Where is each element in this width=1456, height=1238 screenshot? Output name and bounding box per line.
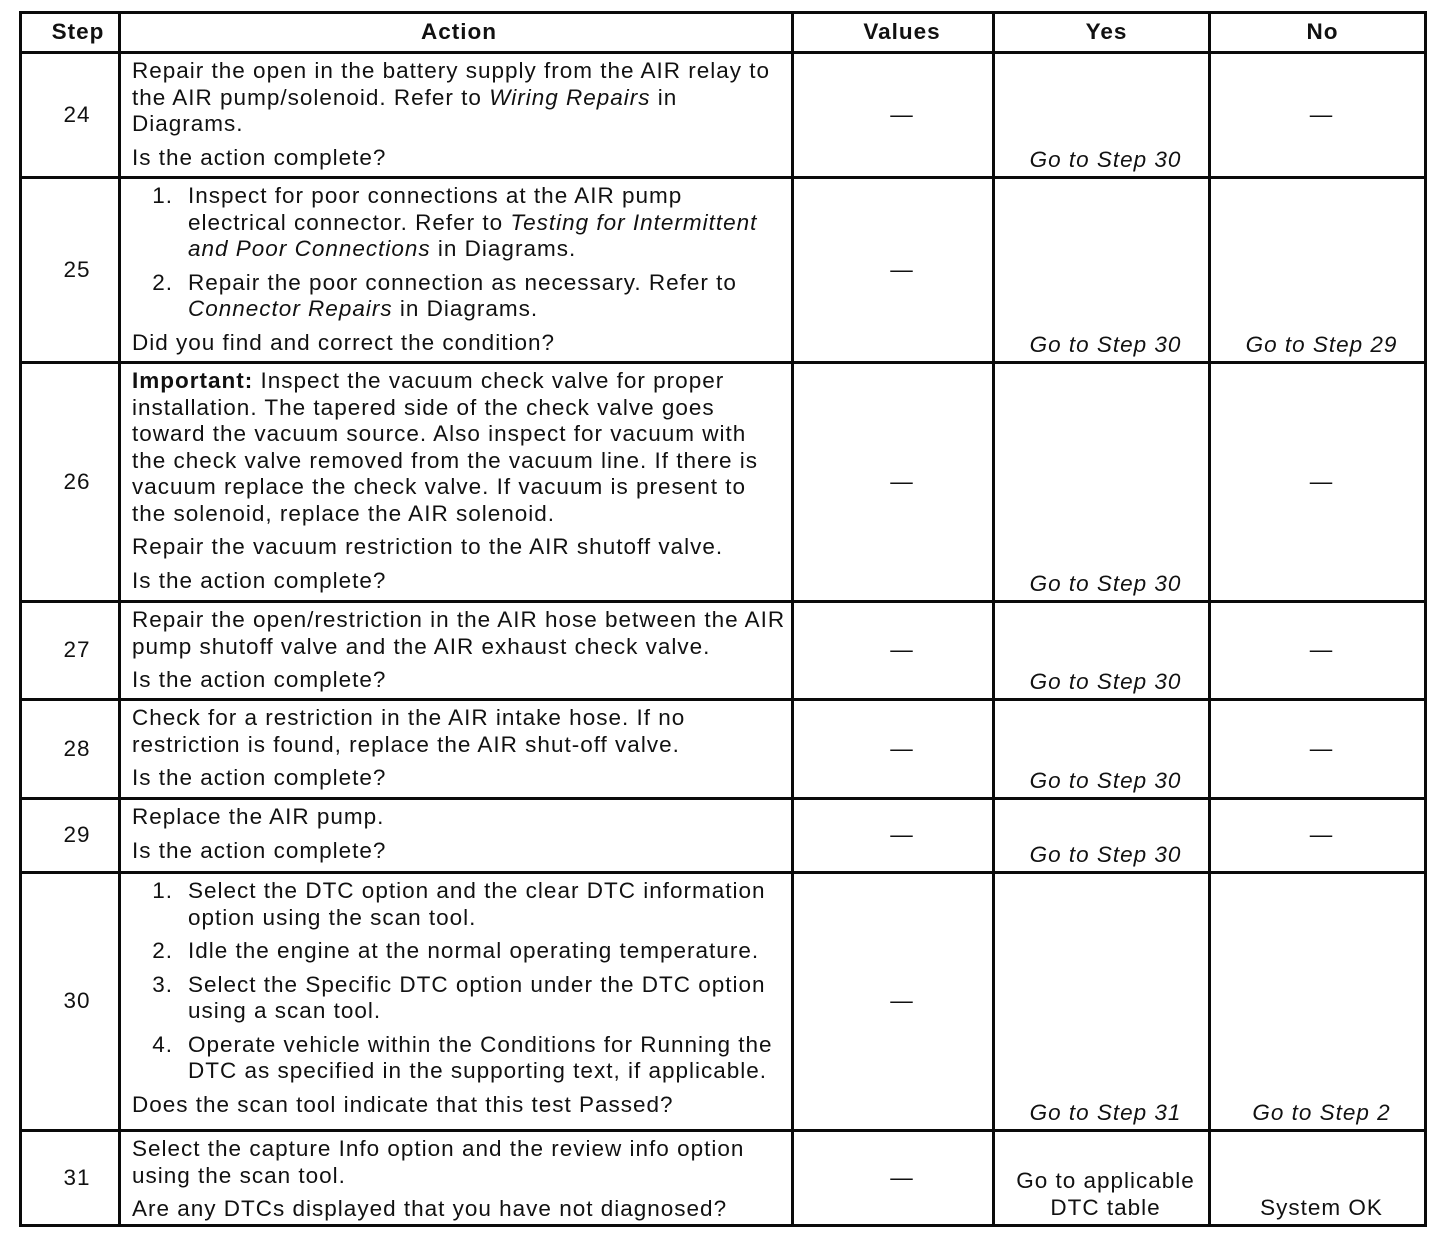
- no-result: Go to Step 2: [1252, 1099, 1391, 1125]
- action-cell: [121, 800, 791, 871]
- procedure-item: [132, 183, 786, 263]
- yes-result: Go to applicable DTC table: [1016, 1168, 1195, 1220]
- procedure-item-text: in Diagrams.: [430, 236, 577, 261]
- action-instruction: [132, 58, 786, 138]
- action-question: Did you find and correct the condition?: [132, 329, 555, 355]
- action-cell: [121, 701, 791, 797]
- manual-reference: Wiring Repairs: [489, 84, 651, 110]
- step-number: 24: [63, 101, 91, 127]
- values-dash: —: [890, 637, 914, 663]
- action-instruction: Replace the AIR pump.: [132, 804, 385, 829]
- yes-cell: [995, 701, 1208, 797]
- yes-cell: [995, 800, 1208, 871]
- action-question: Is the action complete?: [132, 765, 387, 790]
- procedure-item-number: 1.: [152, 183, 173, 208]
- procedure-item-text: in Diagrams.: [392, 296, 539, 321]
- no-result: —: [1309, 822, 1334, 848]
- no-cell: [1211, 603, 1424, 698]
- header-no: No: [1211, 14, 1424, 51]
- procedure-item: [132, 1032, 786, 1085]
- values-cell: [794, 54, 992, 176]
- diagnostic-table: [19, 11, 1427, 1227]
- action-cell: [121, 1132, 791, 1224]
- values-cell: [794, 603, 992, 698]
- no-result: —: [1309, 637, 1334, 663]
- yes-result: Go to Step 30: [1029, 668, 1182, 694]
- step-number: 26: [63, 468, 91, 494]
- yes-cell: [995, 603, 1208, 698]
- step-number: 25: [63, 256, 91, 282]
- action-cell: [121, 874, 791, 1129]
- yes-result: Go to Step 30: [1029, 146, 1182, 172]
- values-dash: —: [890, 822, 914, 848]
- procedure-item-text: Idle the engine at the normal operating temperature.: [188, 938, 760, 963]
- yes-result: Go to Step 30: [1029, 570, 1182, 596]
- values-cell: [794, 800, 992, 871]
- procedure-item-number: 1.: [152, 878, 173, 903]
- values-dash: —: [890, 468, 914, 494]
- header-action: Action: [121, 14, 791, 51]
- values-dash: —: [890, 1164, 914, 1190]
- values-cell: [794, 364, 992, 600]
- no-cell: [1211, 1132, 1424, 1224]
- values-cell: [794, 701, 992, 797]
- procedure-item-number: 2.: [152, 269, 173, 295]
- step-cell: [22, 603, 118, 698]
- step-number: 31: [63, 1164, 91, 1190]
- step-cell: [22, 1132, 118, 1224]
- no-cell: [1211, 179, 1424, 361]
- header-yes: Yes: [995, 14, 1208, 51]
- step-number: 29: [63, 822, 91, 848]
- action-question: Are any DTCs displayed that you have not diagnosed?: [132, 1196, 728, 1221]
- procedure-item-text: Operate vehicle within the Conditions for Running the DTC as specified in the supporting text, if applicable.: [188, 1031, 773, 1083]
- procedure-item: [132, 270, 786, 323]
- action-instruction: Repair the vacuum restriction to the AIR shutoff valve.: [132, 534, 724, 559]
- no-result: —: [1309, 101, 1334, 127]
- no-result: System OK: [1260, 1194, 1383, 1220]
- values-dash: —: [890, 735, 914, 761]
- no-cell: [1211, 874, 1424, 1129]
- procedure-item-text: Inspect for poor connections at the AIR pump electrical connector. Refer to: [188, 183, 683, 235]
- manual-reference: Connector Repairs: [188, 296, 393, 321]
- action-cell: [121, 364, 791, 600]
- instruction-text: in Diagrams.: [132, 84, 678, 136]
- yes-cell: [995, 1132, 1208, 1224]
- action-question: Is the action complete?: [132, 837, 387, 863]
- action-instruction: Select the capture Info option and the review info option using the scan tool.: [132, 1136, 745, 1188]
- values-dash: —: [890, 256, 914, 282]
- action-instruction: Check for a restriction in the AIR intake hose. If no restriction is found, replace the AIR shut-off valve.: [132, 705, 686, 757]
- values-dash: —: [890, 101, 914, 127]
- step-cell: [22, 179, 118, 361]
- procedure-item-number: 2.: [152, 938, 173, 963]
- step-cell: [22, 874, 118, 1129]
- important-note: [132, 368, 786, 527]
- procedure-item: [132, 878, 786, 931]
- yes-result: Go to Step 30: [1029, 331, 1182, 357]
- action-instruction: Repair the open/restriction in the AIR hose between the AIR pump shutoff valve and the AIR exhaust check valve.: [132, 607, 786, 659]
- step-number: 27: [63, 637, 91, 663]
- action-question: Does the scan tool indicate that this test Passed?: [132, 1091, 674, 1117]
- values-cell: [794, 874, 992, 1129]
- yes-result: Go to Step 31: [1029, 1099, 1182, 1125]
- no-cell: [1211, 54, 1424, 176]
- no-result: —: [1309, 735, 1334, 761]
- yes-cell: [995, 874, 1208, 1129]
- action-cell: [121, 179, 791, 361]
- procedure-item-text: Repair the poor connection as necessary. Refer to: [188, 269, 737, 295]
- no-result: —: [1309, 468, 1334, 494]
- step-number: 30: [63, 988, 91, 1014]
- step-cell: [22, 701, 118, 797]
- yes-result: Go to Step 30: [1029, 841, 1182, 867]
- action-cell: [121, 603, 791, 698]
- values-cell: [794, 179, 992, 361]
- step-cell: [22, 364, 118, 600]
- procedure-item-text: Select the DTC option and the clear DTC information option using the scan tool.: [188, 878, 766, 930]
- action-question: Is the action complete?: [132, 667, 387, 692]
- no-cell: [1211, 364, 1424, 600]
- procedure-item-text: Select the Specific DTC option under the DTC option using a scan tool.: [188, 971, 766, 1023]
- no-cell: [1211, 701, 1424, 797]
- step-number: 28: [63, 735, 91, 761]
- important-text: Inspect the vacuum check valve for proper installation. The tapered side of the check valve goes toward the vacuum source. Also inspect for vacuum with the check valve removed from the vacuum line. If there is vacuum replace the check valve. If vacuum is present to the solenoid, replace the AIR solenoid.: [132, 368, 759, 526]
- procedure-item-number: 3.: [152, 971, 173, 997]
- action-question: Is the action complete?: [132, 144, 387, 170]
- important-label: Important:: [132, 368, 254, 393]
- procedure-item: [132, 972, 786, 1025]
- instruction-text: Repair the open in the battery supply from the AIR relay to the AIR pump/solenoid. Refer to: [132, 58, 771, 110]
- values-dash: —: [890, 988, 914, 1014]
- yes-cell: [995, 364, 1208, 600]
- yes-cell: [995, 179, 1208, 361]
- manual-reference: Testing for Intermittent and Poor Connections: [188, 209, 758, 261]
- yes-result: Go to Step 30: [1029, 767, 1182, 793]
- yes-cell: [995, 54, 1208, 176]
- header-step: Step: [22, 14, 118, 51]
- no-cell: [1211, 800, 1424, 871]
- no-result: Go to Step 29: [1245, 331, 1398, 357]
- action-question: Is the action complete?: [132, 567, 387, 593]
- header-values: Values: [794, 14, 992, 51]
- procedure-item: [132, 938, 786, 965]
- values-cell: [794, 1132, 992, 1224]
- step-cell: [22, 800, 118, 871]
- procedure-item-number: 4.: [152, 1031, 173, 1057]
- action-cell: [121, 54, 791, 176]
- step-cell: [22, 54, 118, 176]
